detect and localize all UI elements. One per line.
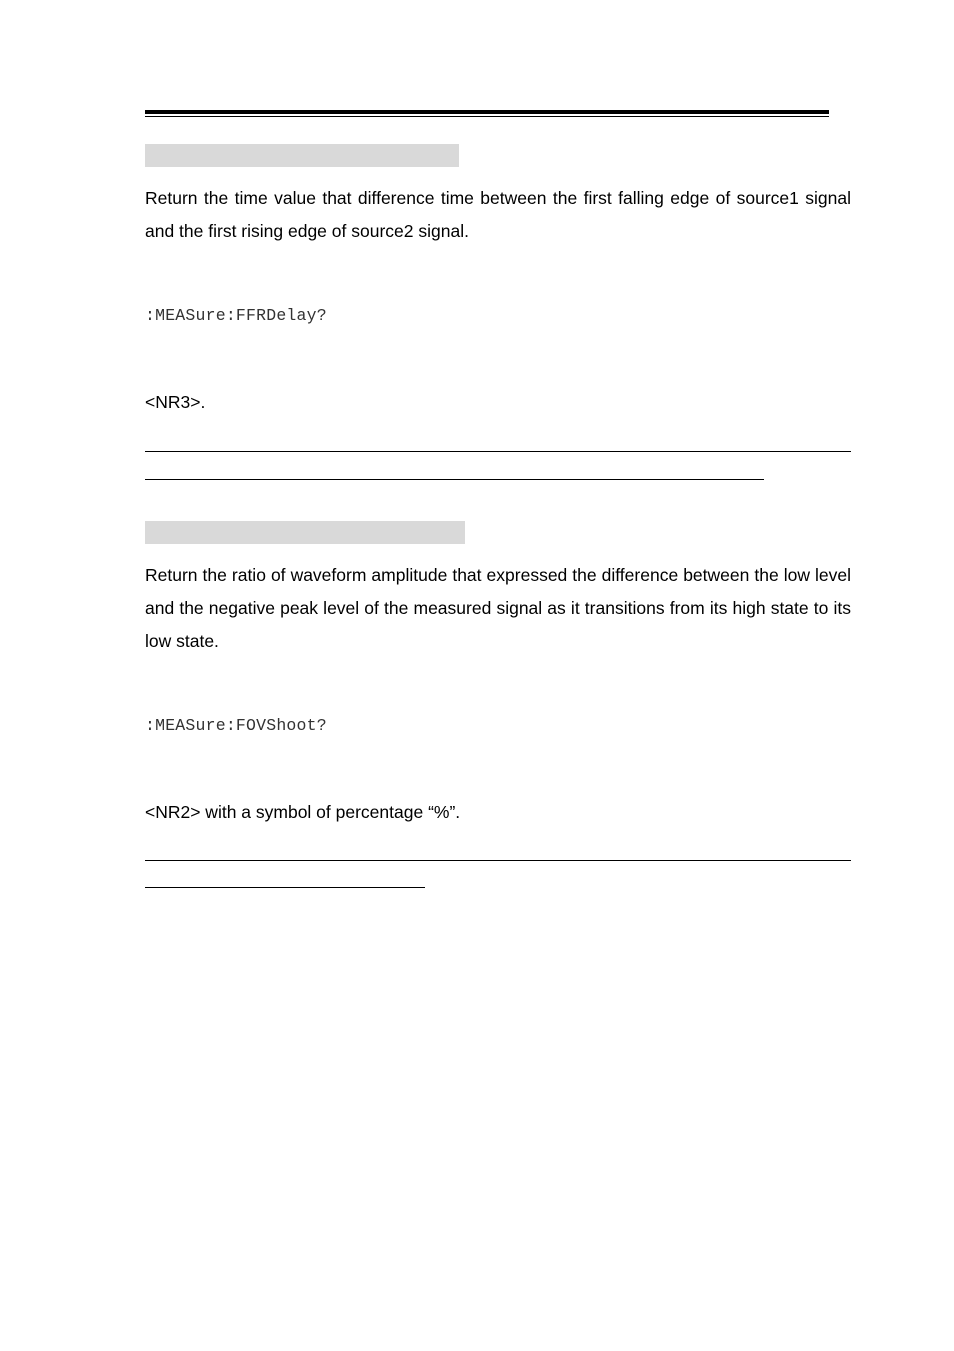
section-2-example-line-2 <box>145 887 425 888</box>
section-2-syntax: :MEASure:FOVShoot? <box>145 716 327 735</box>
section-1-example-line-2 <box>145 479 764 480</box>
section-2-return-format: <NR2> with a symbol of percentage “%”. <box>145 802 461 822</box>
header-rule-thin <box>145 116 829 117</box>
section-1-syntax: :MEASure:FFRDelay? <box>145 306 327 325</box>
section-2-description: Return the ratio of waveform amplitude that expressed the difference between the low level and the negative peak level of the measured signal as it transitions from its high state to its low state. <box>145 565 851 651</box>
section-2-example-line-1 <box>145 860 851 861</box>
section-1-heading-bar <box>145 144 459 167</box>
section-1-description: Return the time value that difference time between the first falling edge of source1 signal and the first rising edge of source2 signal. <box>145 188 851 241</box>
section-1-return-format: <NR3>. <box>145 392 206 412</box>
header-rule-thick <box>145 110 829 114</box>
section-1-example-line-1 <box>145 451 851 452</box>
section-2-heading-bar <box>145 521 465 544</box>
